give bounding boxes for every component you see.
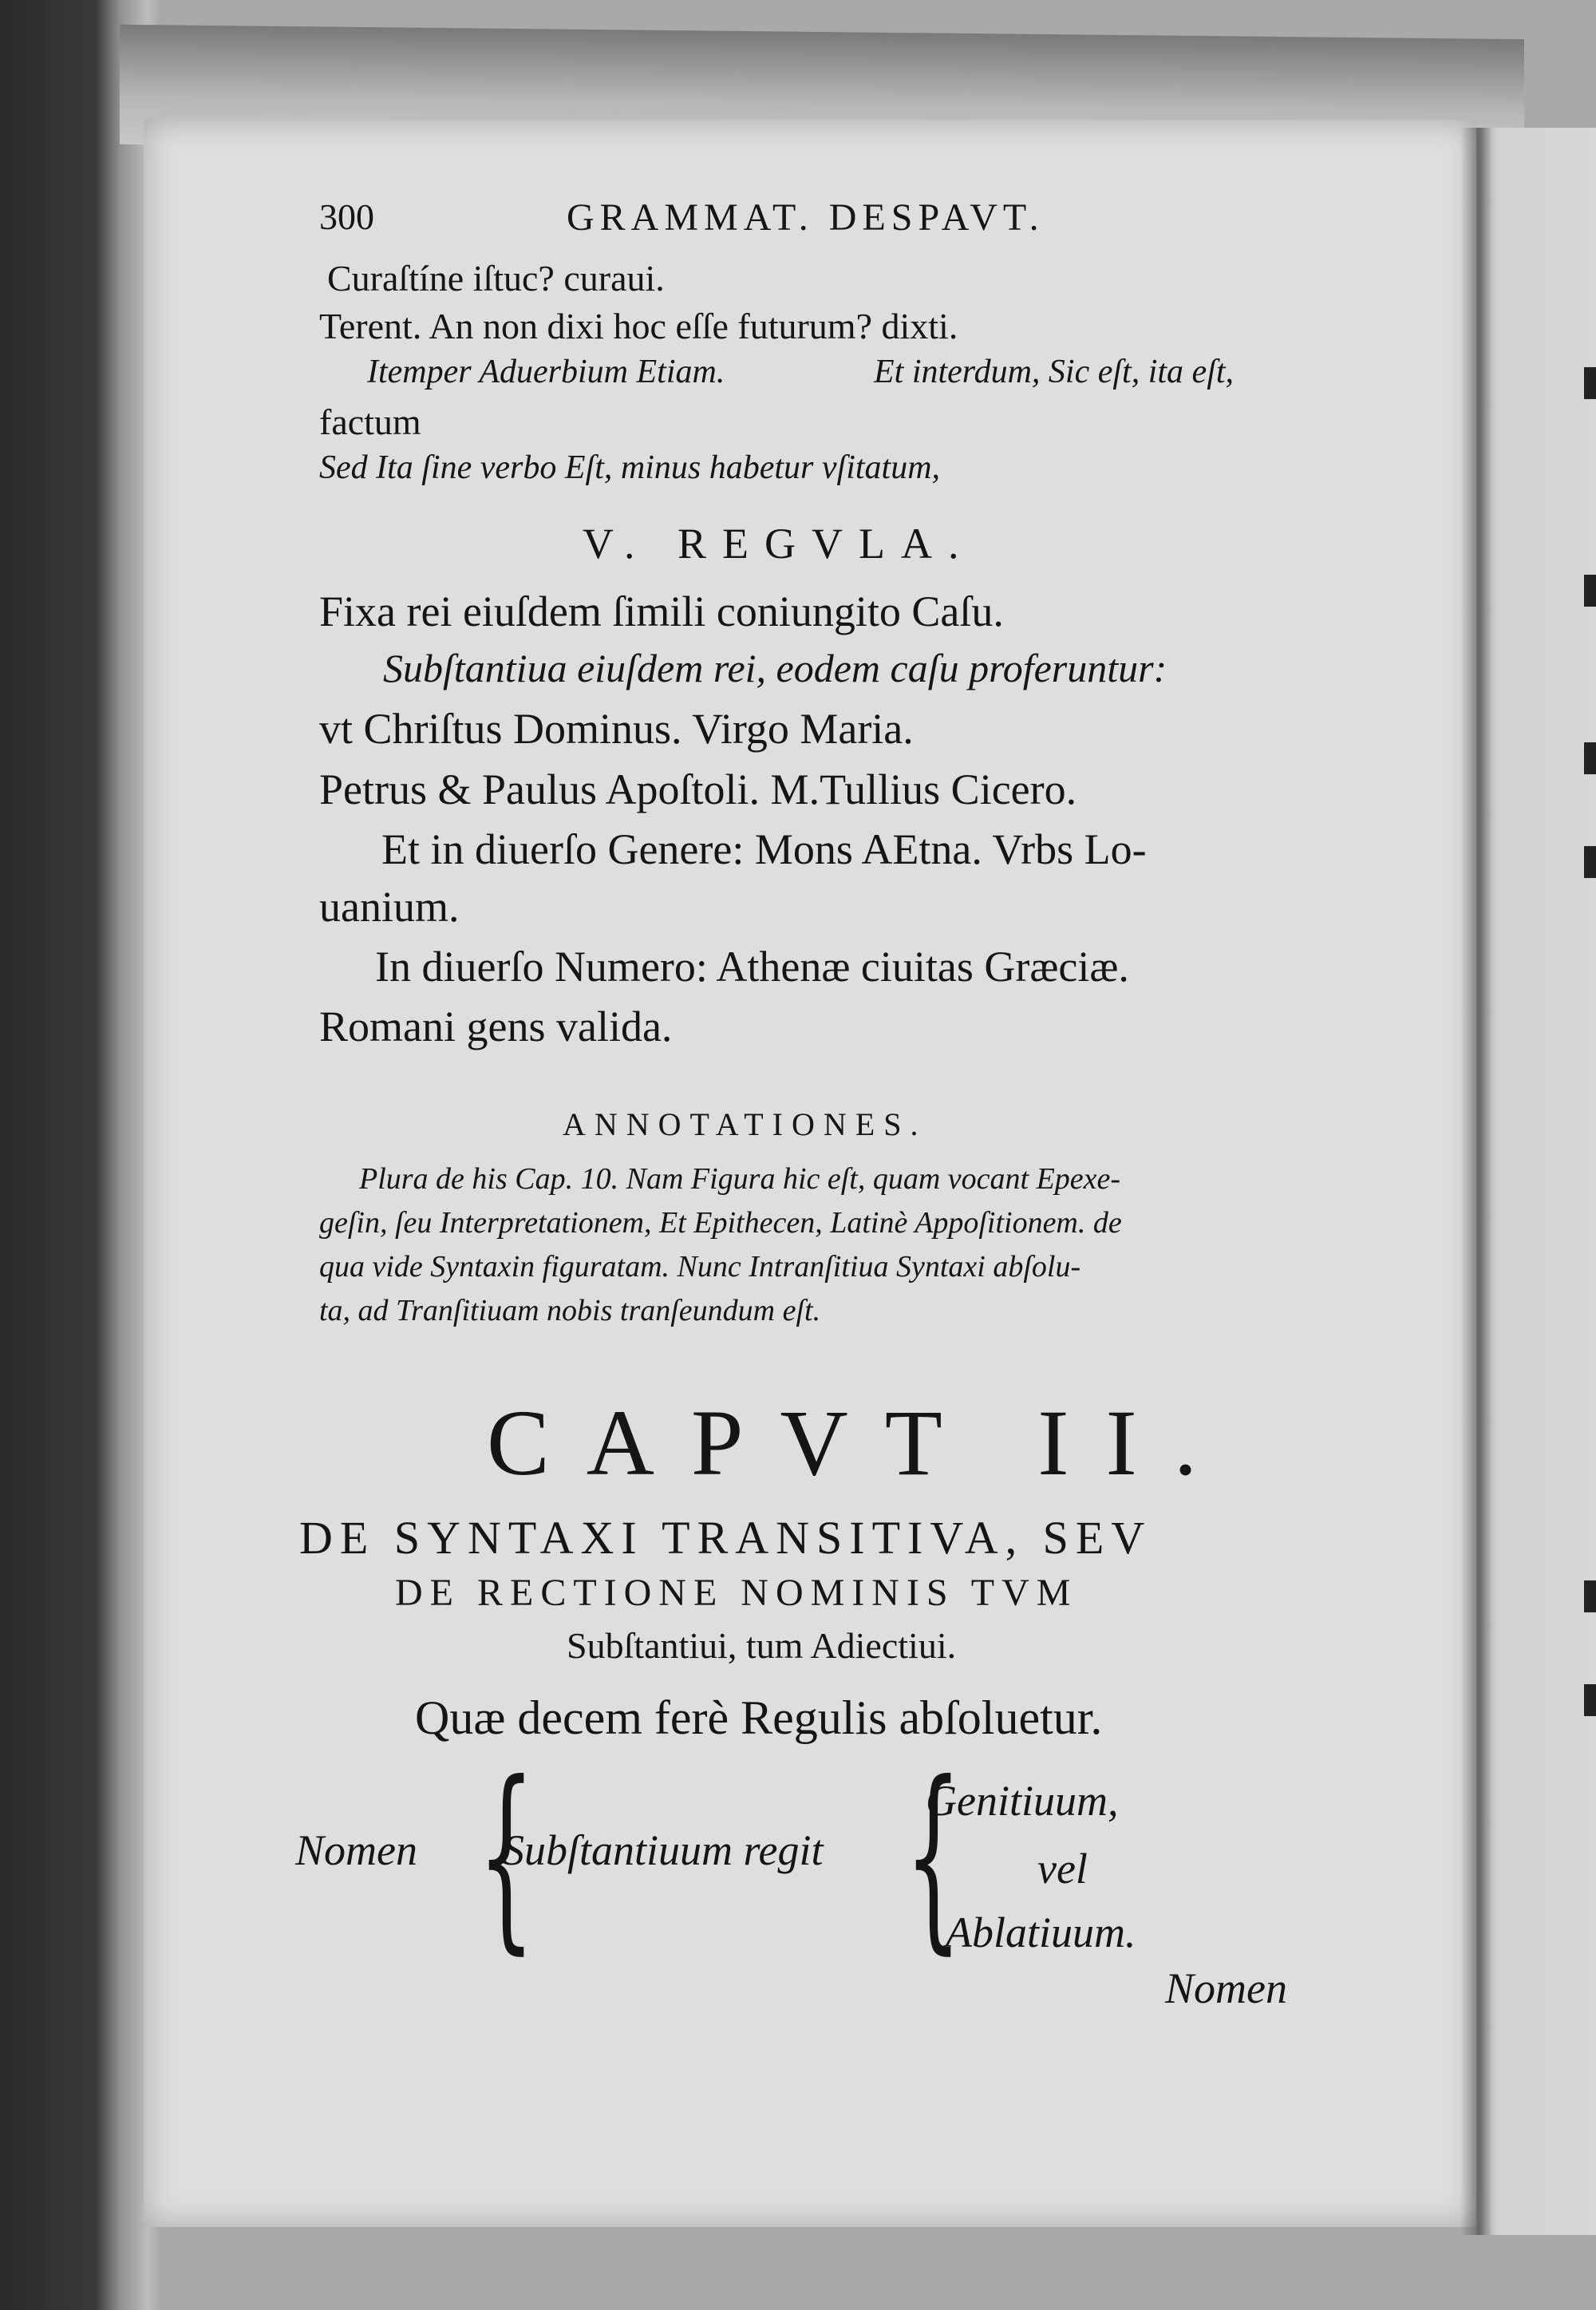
facing-page-edge	[1476, 128, 1596, 2235]
chapter-title: CAPVT II.	[487, 1390, 1235, 1495]
text-line: Curaſtíne iſtuc? curaui.	[327, 258, 665, 299]
left-brace: {	[477, 1739, 535, 1972]
scheme-left: Nomen	[295, 1826, 417, 1874]
facing-page-glyph	[1584, 742, 1596, 774]
chapter-subtitle: DE RECTIONE NOMINIS TVM	[395, 1572, 1078, 1614]
example-line: Romani gens valida.	[319, 1003, 673, 1050]
annotations-heading: ANNOTATIONES.	[563, 1106, 927, 1142]
facing-page-glyph	[1584, 1684, 1596, 1716]
catchword: Nomen	[1165, 1964, 1287, 2012]
text-line: Terent. An non dixi hoc eſſe futurum? dixti.	[319, 306, 958, 346]
text-line: Itemper Aduerbium Etiam.	[367, 354, 725, 390]
scheme-middle: Subſtantiuum regit	[503, 1826, 824, 1874]
regula-heading: V. REGVLA.	[583, 520, 975, 568]
page-number: 300	[319, 196, 374, 237]
chapter-subtitle: Subſtantiui, tum Adiectiui.	[567, 1625, 957, 1666]
example-line: vt Chriſtus Dominus. Virgo Maria.	[319, 705, 914, 753]
facing-page-glyph	[1584, 1580, 1596, 1612]
annotation-line: ta, ad Tranſitiuam nobis tranſeundum eſt.	[319, 1294, 821, 1327]
scheme-right-1: Genitiuum,	[926, 1777, 1119, 1825]
annotation-line: Plura de his Cap. 10. Nam Figura hic eſt, quam vocant Epexe-	[359, 1162, 1121, 1196]
annotation-line: geſin, ſeu Interpretationem, Et Epithecen, Latinè Appoſitionem. de	[319, 1206, 1122, 1240]
chapter-note: Quæ decem ferè Regulis abſoluetur.	[415, 1691, 1103, 1744]
facing-page-glyph	[1584, 367, 1596, 399]
example-line: Et in diuerſo Genere: Mons AEtna. Vrbs Lo-	[381, 825, 1147, 873]
text-line: Sed Ita ſine verbo Eſt, minus habetur vſitatum,	[319, 449, 941, 486]
annotation-line: qua vide Syntaxin figuratam. Nunc Intranſitiua Syntaxi abſolu-	[319, 1250, 1081, 1284]
text-line: factum	[319, 401, 421, 442]
text-line: Et interdum, Sic eſt, ita eſt,	[874, 354, 1235, 390]
example-line: In diuerſo Numero: Athenæ ciuitas Græciæ.	[375, 943, 1129, 991]
scheme-right-2: vel	[1037, 1845, 1088, 1893]
facing-page-glyph	[1584, 575, 1596, 607]
example-line: uanium.	[319, 883, 460, 931]
facing-page-glyph	[1584, 846, 1596, 878]
rule-text: Fixa rei eiuſdem ſimili coniungito Caſu.	[319, 587, 1004, 635]
chapter-subtitle: DE SYNTAXI TRANSITIVA, SEV	[299, 1512, 1152, 1564]
running-title: GRAMMAT. DESPAVT.	[567, 196, 1045, 239]
gutter-shadow	[1460, 128, 1492, 2235]
example-line: Petrus & Paulus Apoſtoli. M.Tullius Cicero.	[319, 765, 1077, 813]
rule-explanation: Subſtantiua eiuſdem rei, eodem caſu proferuntur:	[383, 646, 1167, 690]
scheme-right-3: Ablatiuum.	[946, 1909, 1136, 1956]
right-brace: {	[904, 1739, 962, 1972]
